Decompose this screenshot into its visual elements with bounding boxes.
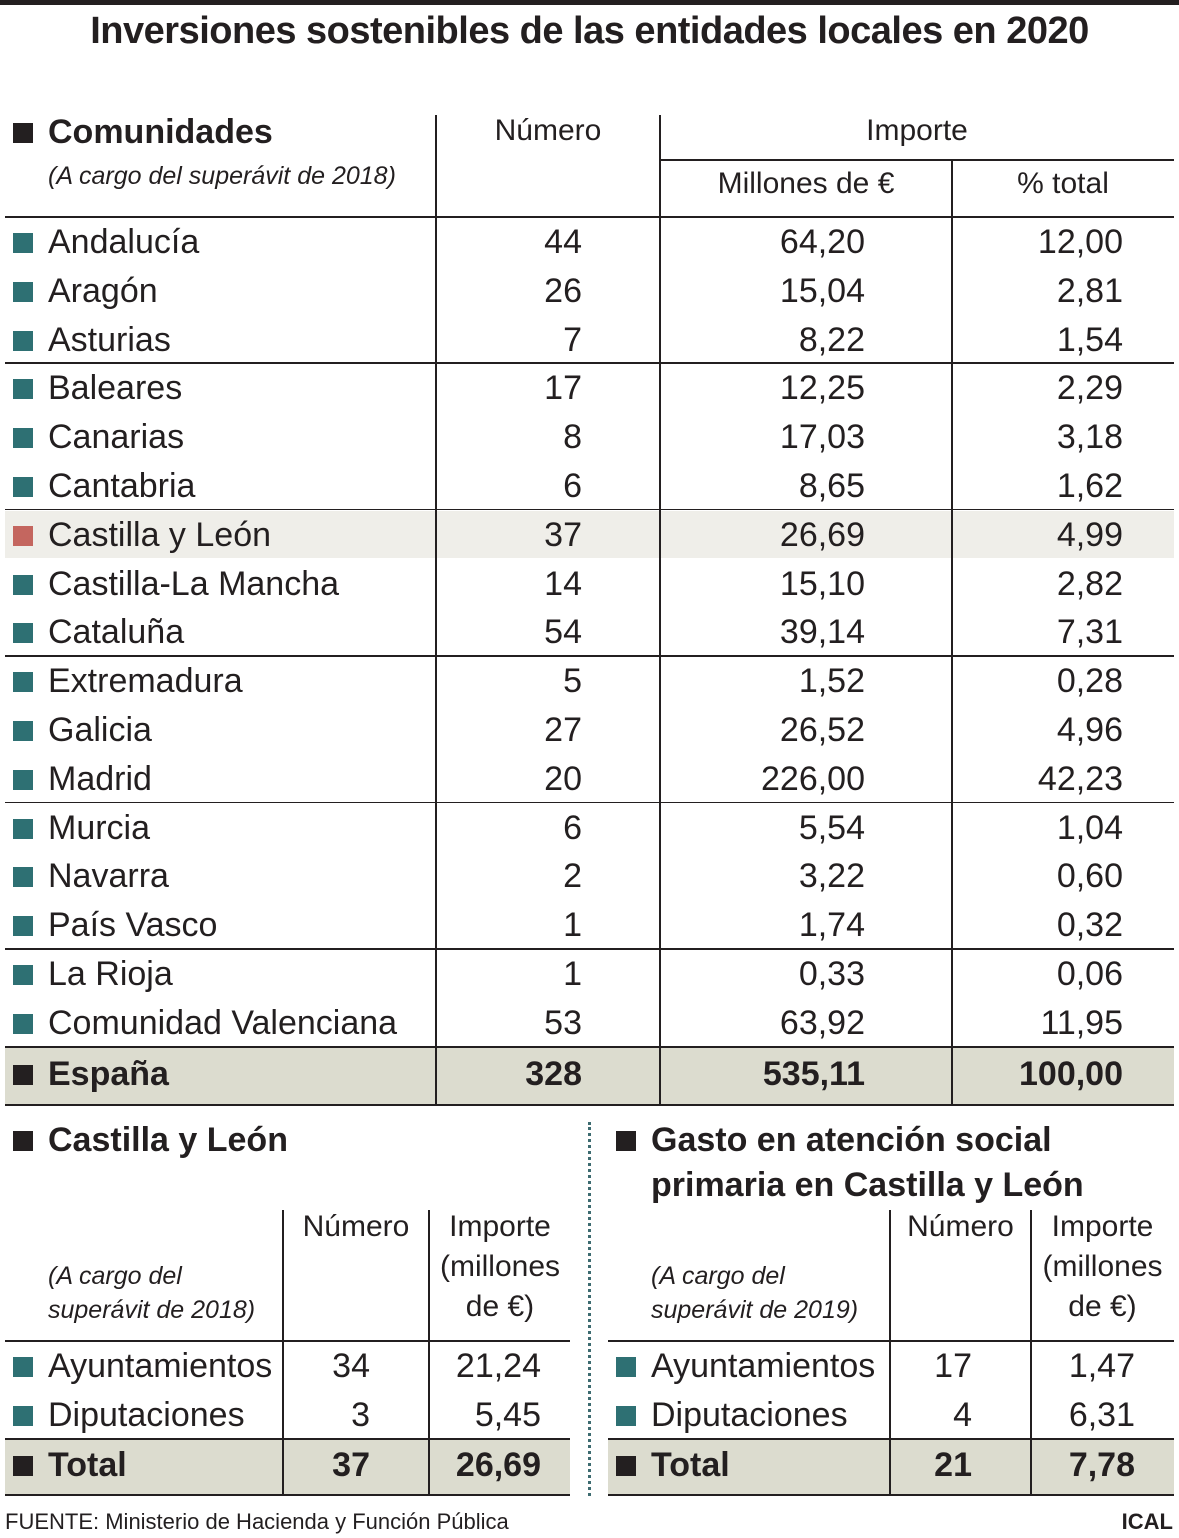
social-table-title-l1: Gasto en atención social xyxy=(651,1121,1052,1159)
top-rule xyxy=(0,0,1179,5)
row-pct: 0,60 xyxy=(1056,857,1123,896)
row-millones: 15,04 xyxy=(779,271,865,310)
total-label: Total xyxy=(48,1446,127,1484)
source-note: FUENTE: Ministerio de Hacienda y Función Pública xyxy=(5,1509,509,1534)
row-square-icon xyxy=(13,477,33,497)
header-divider xyxy=(659,115,661,217)
row-numero: 5 xyxy=(563,662,582,701)
bottom-rule xyxy=(5,1494,570,1496)
row-square-icon xyxy=(13,1406,33,1426)
row-label: Murcia xyxy=(48,808,151,847)
social-col-importe-header-l2: (millones xyxy=(1042,1250,1163,1283)
social-table-title-l2: primaria en Castilla y León xyxy=(651,1166,1084,1204)
row-pct: 7,31 xyxy=(1056,613,1123,652)
table-rule xyxy=(608,1340,1174,1342)
cyl-table-title: Castilla y León xyxy=(48,1121,288,1159)
cyl-col-importe-header-l3: de €) xyxy=(465,1290,535,1323)
header-divider xyxy=(435,115,437,217)
row-square-icon xyxy=(13,1357,33,1377)
row-pct: 1,62 xyxy=(1056,467,1123,505)
row-numero: 26 xyxy=(544,271,582,310)
row-square-icon xyxy=(13,331,33,351)
total-label: España xyxy=(48,1054,169,1093)
col-pct-header: % total xyxy=(1017,167,1109,200)
row-square-icon xyxy=(13,770,33,790)
total-numero: 37 xyxy=(332,1446,370,1484)
row-pct: 2,29 xyxy=(1056,369,1123,408)
row-millones: 3,22 xyxy=(798,857,865,896)
row-numero: 27 xyxy=(544,711,582,749)
row-millones: 226,00 xyxy=(761,759,865,798)
row-numero: 3 xyxy=(351,1396,370,1434)
row-millones: 1,74 xyxy=(798,906,865,945)
row-pct: 0,32 xyxy=(1056,906,1123,945)
bottom-rule xyxy=(5,1104,1174,1106)
cyl-table-subtitle-l2: superávit de 2018) xyxy=(48,1296,256,1324)
row-pct: 2,82 xyxy=(1056,564,1123,603)
row-millones: 8,22 xyxy=(798,320,865,359)
row-millones: 5,54 xyxy=(798,808,865,847)
cyl-col-importe-header-l1: Importe xyxy=(449,1210,551,1243)
section-square-icon xyxy=(13,1131,33,1151)
row-label: Diputaciones xyxy=(48,1396,245,1434)
row-numero: 4 xyxy=(953,1396,972,1434)
row-pct: 12,00 xyxy=(1037,223,1123,261)
row-square-icon xyxy=(13,672,33,692)
row-importe: 1,47 xyxy=(1068,1347,1135,1385)
row-square-icon xyxy=(13,721,33,741)
row-square-icon xyxy=(616,1357,636,1377)
row-importe: 6,31 xyxy=(1068,1396,1135,1434)
row-millones: 26,69 xyxy=(779,515,865,554)
col-importe-header: Importe xyxy=(866,114,968,147)
row-pct: 1,54 xyxy=(1056,320,1123,359)
section-square-icon xyxy=(13,123,33,143)
cyl-table-subtitle-l1: (A cargo del xyxy=(48,1262,182,1290)
row-label: Galicia xyxy=(48,711,152,749)
total-square-icon xyxy=(13,1065,33,1085)
row-label: Cataluña xyxy=(48,613,185,652)
row-label: Aragón xyxy=(48,271,158,310)
row-millones: 17,03 xyxy=(779,418,865,457)
row-importe: 21,24 xyxy=(455,1347,541,1385)
total-numero: 21 xyxy=(934,1446,972,1484)
row-numero: 20 xyxy=(544,759,582,798)
highlight-square-icon xyxy=(13,526,33,546)
row-square-icon xyxy=(13,379,33,399)
row-pct: 0,28 xyxy=(1056,662,1123,701)
row-square-icon xyxy=(13,965,33,985)
cyl-col-importe-header-l2: (millones xyxy=(439,1250,561,1283)
group-divider xyxy=(5,362,1174,364)
row-label: Navarra xyxy=(48,857,169,896)
row-numero: 17 xyxy=(544,369,582,408)
column-divider xyxy=(435,217,437,1104)
row-numero: 54 xyxy=(544,613,582,652)
row-label: Madrid xyxy=(48,759,152,798)
row-numero: 7 xyxy=(563,320,582,359)
total-pct: 100,00 xyxy=(1019,1054,1123,1093)
row-numero: 2 xyxy=(563,857,582,896)
row-numero: 37 xyxy=(544,515,582,554)
total-importe: 7,78 xyxy=(1068,1446,1135,1484)
row-numero: 1 xyxy=(563,906,582,945)
main-table-heading: Comunidades xyxy=(48,113,273,151)
row-label: La Rioja xyxy=(48,955,173,993)
row-square-icon xyxy=(13,623,33,643)
row-millones: 26,52 xyxy=(779,711,865,749)
row-numero: 6 xyxy=(563,467,582,505)
row-numero: 14 xyxy=(544,564,582,603)
section-separator xyxy=(588,1122,591,1496)
importe-underline xyxy=(660,159,1174,161)
table-rule xyxy=(5,216,1174,218)
row-label: Castilla y León xyxy=(48,515,272,554)
row-numero: 1 xyxy=(563,955,582,993)
row-pct: 3,18 xyxy=(1056,418,1123,457)
header-divider xyxy=(951,161,953,217)
row-numero: 8 xyxy=(563,418,582,457)
row-label: Canarias xyxy=(48,418,185,457)
social-table-subtitle-l2: superávit de 2019) xyxy=(651,1296,859,1324)
row-millones: 64,20 xyxy=(779,223,865,261)
row-millones: 1,52 xyxy=(798,662,865,701)
bottom-rule xyxy=(608,1494,1174,1496)
social-table-subtitle-l1: (A cargo del xyxy=(651,1262,785,1290)
main-table-subheading: (A cargo del superávit de 2018) xyxy=(48,162,396,190)
row-label: País Vasco xyxy=(48,906,218,945)
col-millones-header: Millones de € xyxy=(717,167,895,200)
row-millones: 63,92 xyxy=(779,1003,865,1042)
total-square-icon xyxy=(616,1456,636,1476)
row-square-icon xyxy=(13,428,33,448)
row-numero: 44 xyxy=(544,223,582,261)
row-label: Comunidad Valenciana xyxy=(48,1003,398,1042)
col-numero-header: Número xyxy=(494,114,602,147)
row-label: Diputaciones xyxy=(651,1396,848,1434)
row-pct: 4,96 xyxy=(1056,711,1123,749)
row-label: Cantabria xyxy=(48,467,196,505)
row-label: Extremadura xyxy=(48,662,243,701)
row-pct: 4,99 xyxy=(1056,515,1123,554)
total-square-icon xyxy=(13,1456,33,1476)
total-label: Total xyxy=(651,1446,730,1484)
row-square-icon xyxy=(13,916,33,936)
row-square-icon xyxy=(13,282,33,302)
table-rule xyxy=(5,1340,570,1342)
row-pct: 2,81 xyxy=(1056,271,1123,310)
row-square-icon xyxy=(13,233,33,253)
row-label: Ayuntamientos xyxy=(651,1347,876,1385)
group-divider xyxy=(5,948,1174,950)
row-square-icon xyxy=(13,819,33,839)
total-millones: 535,11 xyxy=(762,1054,865,1093)
row-numero: 6 xyxy=(563,808,582,847)
row-square-icon xyxy=(13,1014,33,1034)
row-label: Andalucía xyxy=(48,223,200,261)
row-numero: 34 xyxy=(332,1347,370,1385)
row-millones: 8,65 xyxy=(798,467,865,505)
row-square-icon xyxy=(13,575,33,595)
row-label: Baleares xyxy=(48,369,183,408)
row-millones: 15,10 xyxy=(779,564,865,603)
group-divider xyxy=(5,802,1174,804)
row-square-icon xyxy=(13,867,33,887)
row-importe: 5,45 xyxy=(474,1396,541,1434)
social-col-importe-header-l1: Importe xyxy=(1051,1210,1154,1243)
row-label: Castilla-La Mancha xyxy=(48,564,340,603)
row-pct: 42,23 xyxy=(1037,759,1123,798)
cyl-col-numero-header: Número xyxy=(302,1210,410,1243)
row-label: Ayuntamientos xyxy=(48,1347,273,1385)
social-col-importe-header-l3: de €) xyxy=(1068,1290,1137,1323)
group-divider xyxy=(5,655,1174,657)
column-divider xyxy=(659,217,661,1104)
column-divider xyxy=(951,217,953,1104)
section-square-icon xyxy=(616,1131,636,1151)
row-millones: 0,33 xyxy=(798,955,865,993)
row-numero: 17 xyxy=(934,1347,972,1385)
total-importe: 26,69 xyxy=(455,1446,541,1484)
row-pct: 1,04 xyxy=(1056,808,1123,847)
page-title: Inversiones sostenibles de las entidades locales en 2020 xyxy=(90,10,1089,52)
total-numero: 328 xyxy=(525,1054,582,1093)
row-label: Asturias xyxy=(48,320,171,359)
row-square-icon xyxy=(616,1406,636,1426)
row-pct: 11,95 xyxy=(1040,1003,1123,1042)
row-pct: 0,06 xyxy=(1056,955,1123,993)
row-numero: 53 xyxy=(544,1003,582,1042)
row-millones: 12,25 xyxy=(779,369,865,408)
social-col-numero-header: Número xyxy=(907,1210,1014,1243)
credit-label: ICAL xyxy=(1121,1509,1173,1534)
row-millones: 39,14 xyxy=(779,613,865,652)
